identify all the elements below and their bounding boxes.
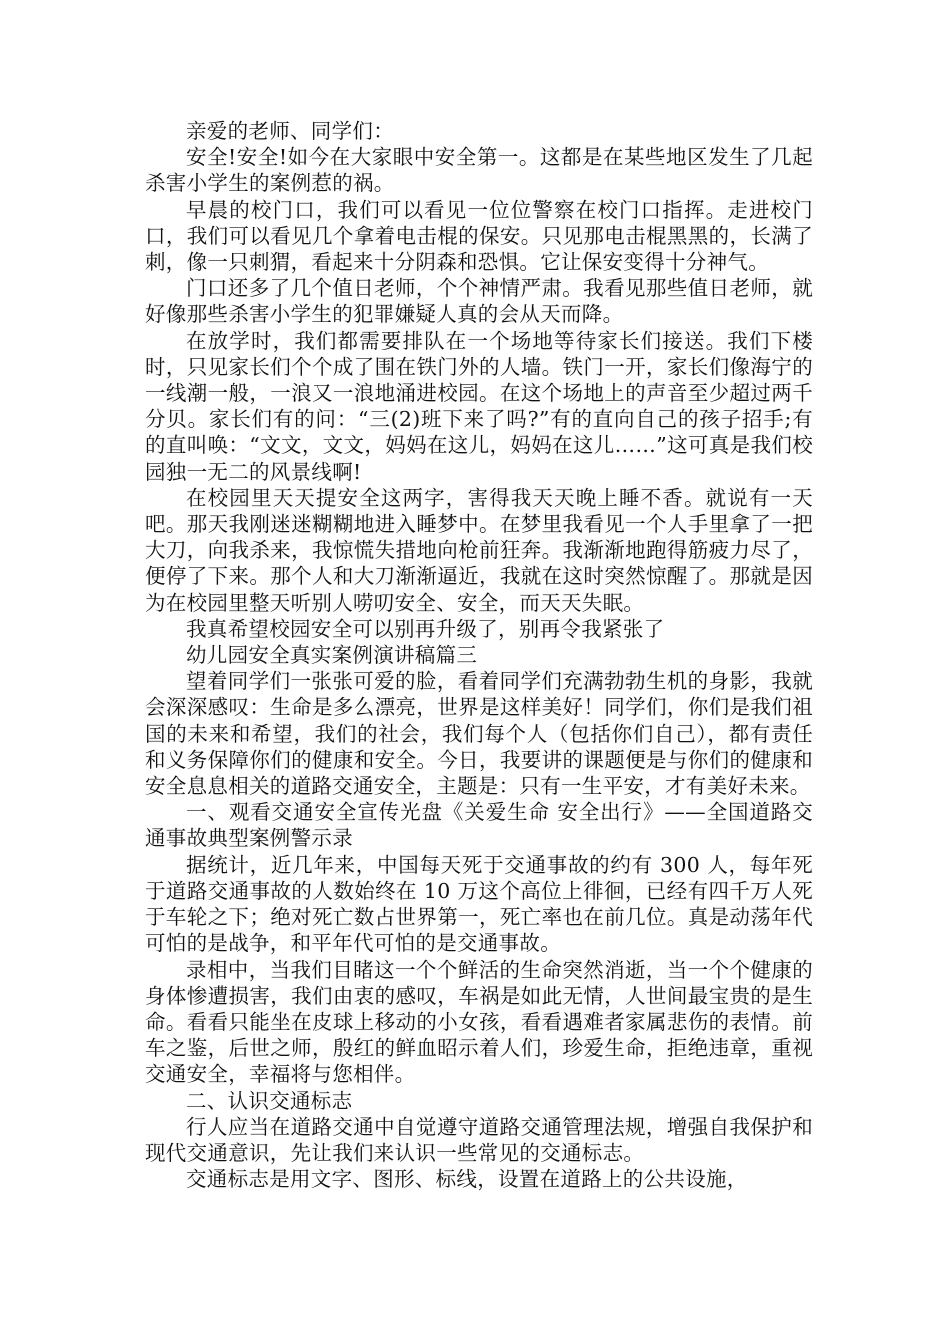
body-paragraph: 据统计，近几年来，中国每天死于交通事故的约有 300 人，每年死于道路交通事故的人数始终在 10 万这个高位上徘徊，已经有四千万人死于车轮之下；绝对死亡数占世界第一，死亡率也在前几位。真是动荡年代可怕的是战争，和平年代可怕的是交通事故。 bbox=[145, 852, 813, 956]
greeting-paragraph: 亲爱的老师、同学们： bbox=[186, 119, 394, 143]
body-paragraph: 行人应当在道路交通中自觉遵守道路交通管理法规，增强自我保护和现代交通意识，先让我们来认识一些常见的交通标志。 bbox=[145, 1114, 813, 1165]
body-paragraph: 安全!安全!如今在大家眼中安全第一。这都是在某些地区发生了几起杀害小学生的案例惹的祸。 bbox=[145, 145, 813, 196]
body-paragraph: 在放学时，我们都需要排队在一个场地等待家长们接送。我们下楼时，只见家长们个个成了围在铁门外的人墙。铁门一开，家长们像海宁的一线潮一般，一浪又一浪地涌进校园。在这个场地上的声音至少超过两千分贝。家长们有的问：“三(2)班下来了吗?”有的直向自己的孩子招手;有的直叫唤：“文文，文文，妈妈在这儿，妈妈在这儿……”这可真是我们校园独一无二的风景线啊! bbox=[145, 328, 813, 484]
body-paragraph: 门口还多了几个值日老师，个个神情严肃。我看见那些值日老师，就好像那些杀害小学生的犯罪嫌疑人真的会从天而降。 bbox=[145, 276, 813, 327]
body-paragraph: 录相中，当我们目睹这一个个鲜活的生命突然消逝，当一个个健康的身体惨遭损害，我们由衷的感叹，车祸是如此无情，人世间最宝贵的是生命。看看只能坐在皮球上移动的小女孩，看看遇难者家属悲伤的表情。前车之鉴，后世之师，殷红的鲜血昭示着人们，珍爱生命，拒绝违章，重视交通安全，幸福将与您相伴。 bbox=[145, 957, 813, 1087]
section-heading: 二、认识交通标志 bbox=[186, 1088, 353, 1113]
body-paragraph: 我真希望校园安全可以别再升级了，别再令我紧张了 bbox=[186, 616, 665, 641]
body-paragraph: 在校园里天天提安全这两字，害得我天天晚上睡不香。就说有一天吧。那天我刚迷迷糊糊地进入睡梦中。在梦里我看见一个人手里拿了一把大刀，向我杀来，我惊慌失措地向枪前狂奔。我渐渐地跑得筋疲力尽了，便停了下来。那个人和大刀渐渐逼近，我就在这时突然惊醒了。那就是因为在校园里整天听别人唠叨安全、安全，而天天失眠。 bbox=[145, 485, 813, 615]
section-heading: 幼儿园安全真实案例演讲稿篇三 bbox=[186, 643, 478, 668]
body-paragraph: 早晨的校门口，我们可以看见一位位警察在校门口指挥。走进校门口，我们可以看见几个拿着电击棍的保安。只见那电击棍黑黑的，长满了刺，像一只刺猬，看起来十分阴森和恐惧。它让保安变得十分神气。 bbox=[145, 197, 813, 275]
section-heading: 一、观看交通安全宣传光盘《关爱生命 安全出行》——全国道路交通事故典型案例警示录 bbox=[145, 800, 813, 851]
document-page bbox=[145, 118, 813, 1192]
body-paragraph: 望着同学们一张张可爱的脸，看着同学们充满勃勃生机的身影，我就会深深感叹：生命是多么漂亮，世界是这样美好！同学们，你们是我们祖国的未来和希望，我们的社会，我们每个人（包括你们自己），都有责任和义务保障你们的健康和安全。今日，我要讲的课题便是与你们的健康和安全息息相关的道路交通安全，主题是：只有一生平安，才有美好未来。 bbox=[145, 669, 813, 799]
body-paragraph: 交通标志是用文字、图形、标线，设置在道路上的公共设施， bbox=[186, 1167, 748, 1192]
